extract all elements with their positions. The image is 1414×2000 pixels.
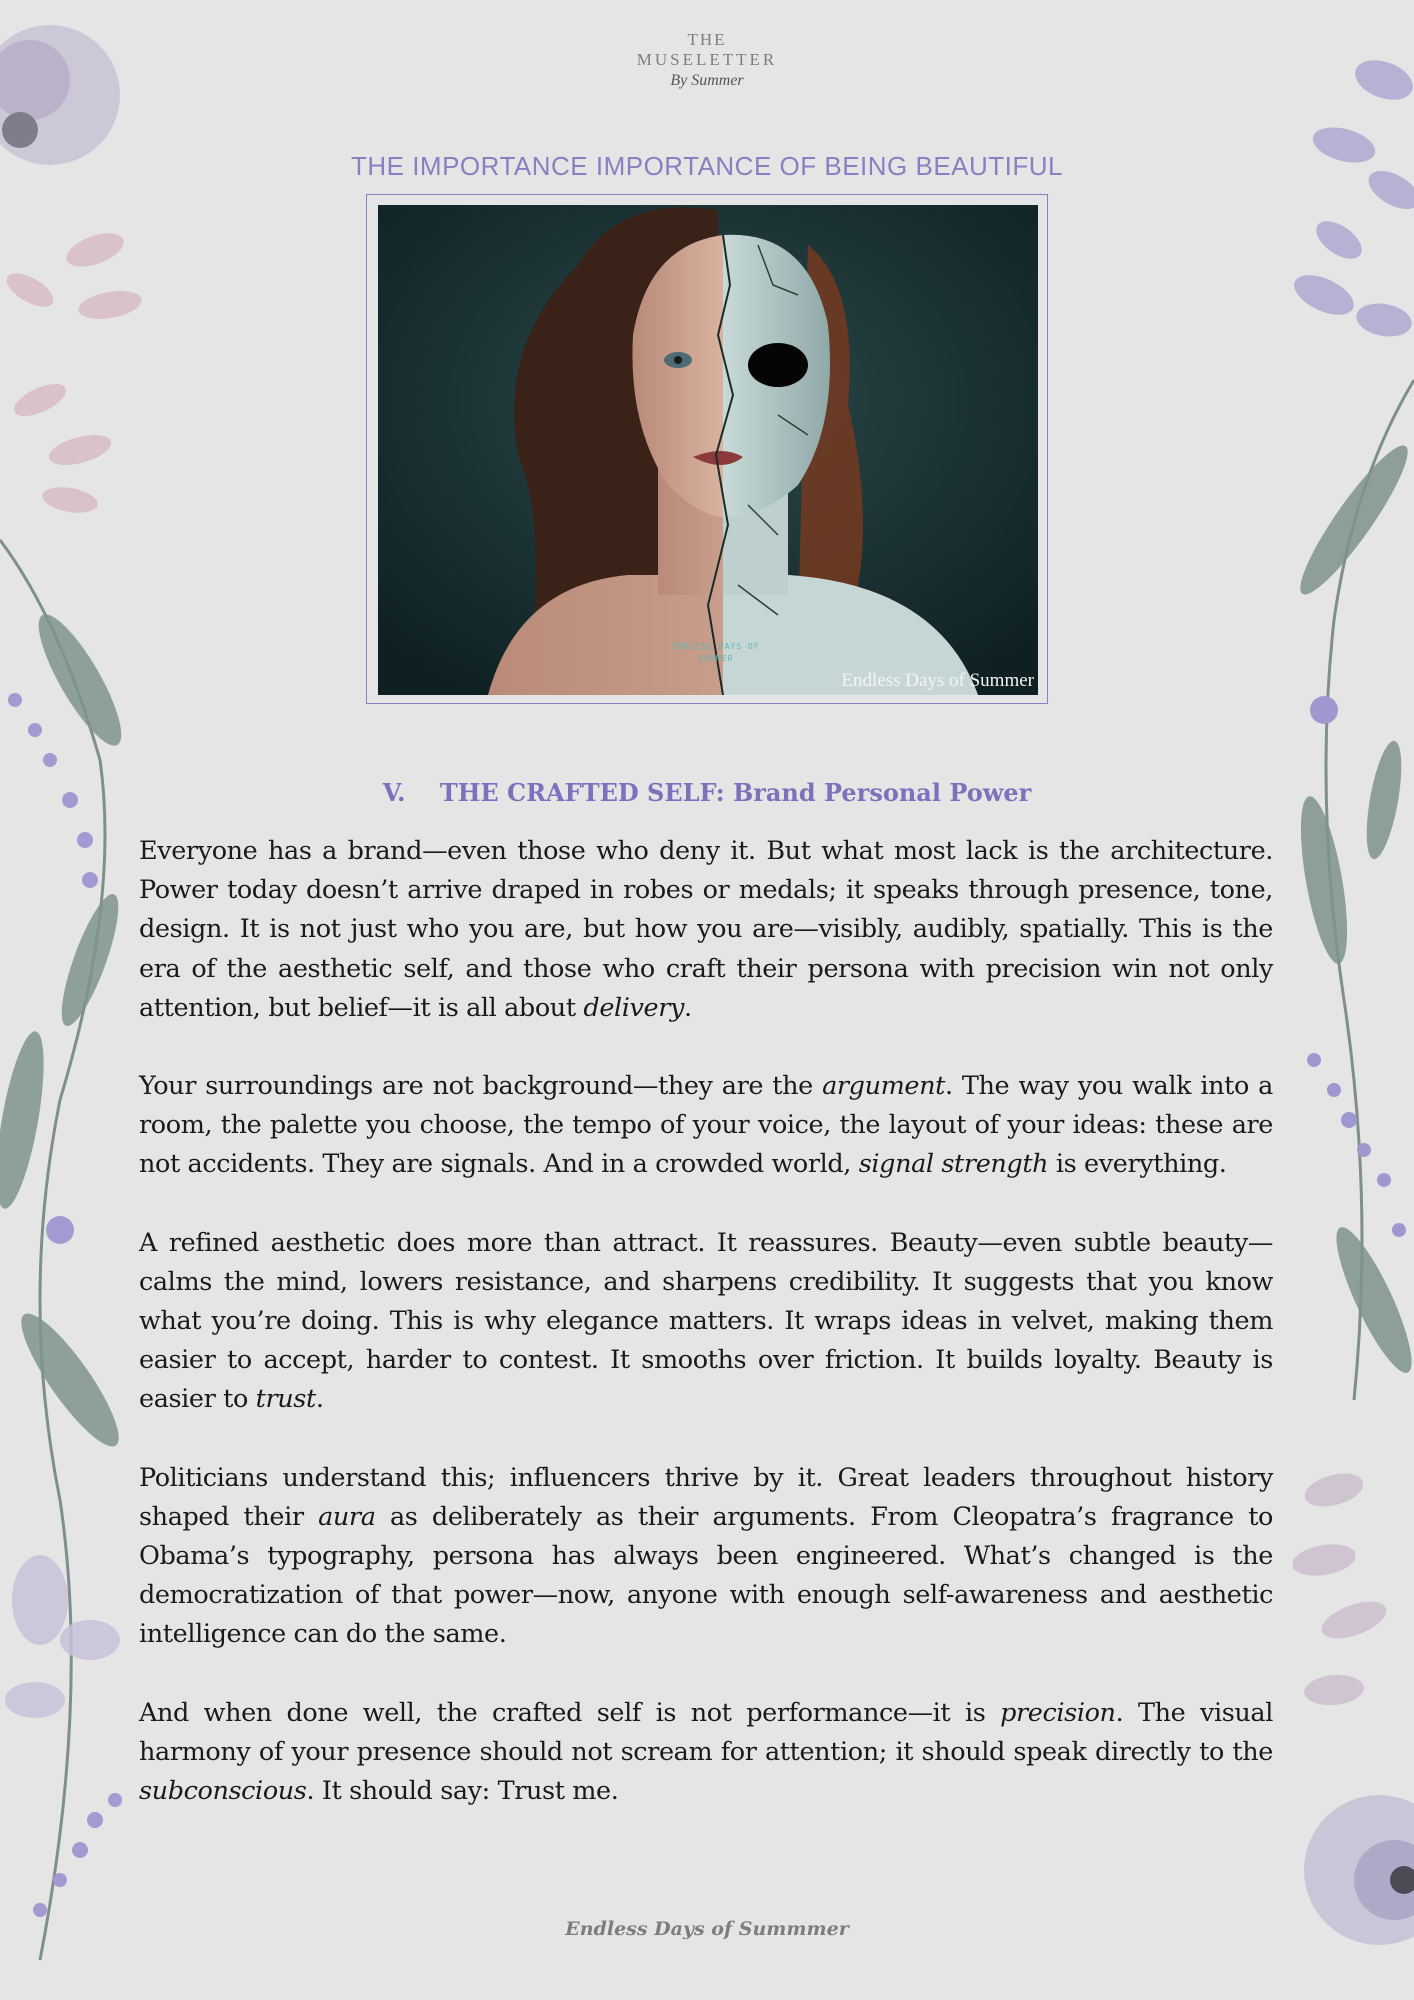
paragraph-text: Everyone has a brand—even those who deny it. But what most lack is the architecture. Power today doesn’t arrive draped in robes or medals; it speaks through presence, tone, design. It is not just who you are, but how you are—visibly, audibly, spatially. This is the era of the aesthetic self, and those who craft their persona with precision win not only attention, but belief—it is all about	[139, 836, 1273, 1023]
paragraph-text: Your surroundings are not background—they are the	[139, 1071, 823, 1102]
featured-image	[378, 205, 1038, 695]
paragraph-text: is everything.	[1048, 1149, 1227, 1180]
body-paragraph	[139, 1224, 1273, 1420]
paragraph-text: .	[315, 1384, 324, 1415]
footer-signature: Endless Days of Summmer	[565, 1918, 849, 1940]
paragraph-text: Politicians understand this; influencers thrive by it. Great leaders throughout history shaped their	[139, 1462, 1273, 1532]
paragraph-text: And when done well, the crafted self is not performance—it is	[139, 1697, 1001, 1728]
body-paragraph	[139, 1694, 1273, 1812]
image-watermark: ENDLESS DAYS OF SUMMER	[672, 642, 760, 663]
paragraph-text: . It should say: Trust me.	[306, 1776, 619, 1807]
emphasis-text: delivery	[583, 992, 685, 1023]
emphasis-text: argument	[822, 1071, 945, 1102]
emphasis-text: aura	[318, 1501, 376, 1532]
featured-image-frame	[366, 194, 1048, 704]
section-number: V.	[382, 777, 406, 807]
section-title: THE CRAFTED SELF: Brand Personal Power	[439, 777, 1032, 807]
page-title: THE IMPORTANCE IMPORTANCE OF BEING BEAUTIFUL	[350, 151, 1064, 182]
emphasis-text: precision	[1000, 1697, 1116, 1728]
body-paragraph	[139, 1459, 1273, 1655]
section-heading	[0, 778, 1414, 807]
floral-border-right	[1264, 0, 1414, 2000]
article-body	[139, 832, 1273, 1850]
paragraph-text: . The way you walk into a room, the palette you choose, the tempo of your voice, the layout of your ideas: these are not accidents. They are signals. And in a crowded world,	[139, 1071, 1273, 1180]
paragraph-text: . The visual harmony of your presence should not scream for attention; it should speak directly to the	[139, 1697, 1273, 1767]
body-paragraph	[139, 832, 1273, 1028]
masthead	[0, 30, 1414, 92]
paragraph-text: .	[684, 992, 692, 1023]
emphasis-text: signal strength	[858, 1149, 1049, 1180]
body-paragraph	[139, 1067, 1273, 1185]
masthead-name: MUSELETTER	[636, 50, 778, 69]
paragraph-text: as deliberately as their arguments. From Cleopatra’s fragrance to Obama’s typography, persona has always been engineered. What’s changed is the democratization of that power—now, anyone with enough self-awareness and aesthetic intelligence can do the same.	[139, 1501, 1274, 1650]
emphasis-text: subconscious	[139, 1776, 307, 1807]
masthead-byline: By Summer	[670, 72, 744, 89]
masthead-line1: THE	[687, 30, 727, 49]
image-caption: Endless Days of Summer	[841, 670, 1034, 691]
emphasis-text: trust	[255, 1384, 316, 1415]
floral-border-left	[0, 0, 150, 2000]
paragraph-text: A refined aesthetic does more than attract. It reassures. Beauty—even subtle beauty—calms the mind, lowers resistance, and sharpens credibility. It suggests that you know what you’re doing. This is why elegance matters. It wraps ideas in velvet, making them easier to accept, harder to contest. It smooths over friction. It builds loyalty. Beauty is easier to	[139, 1227, 1273, 1415]
